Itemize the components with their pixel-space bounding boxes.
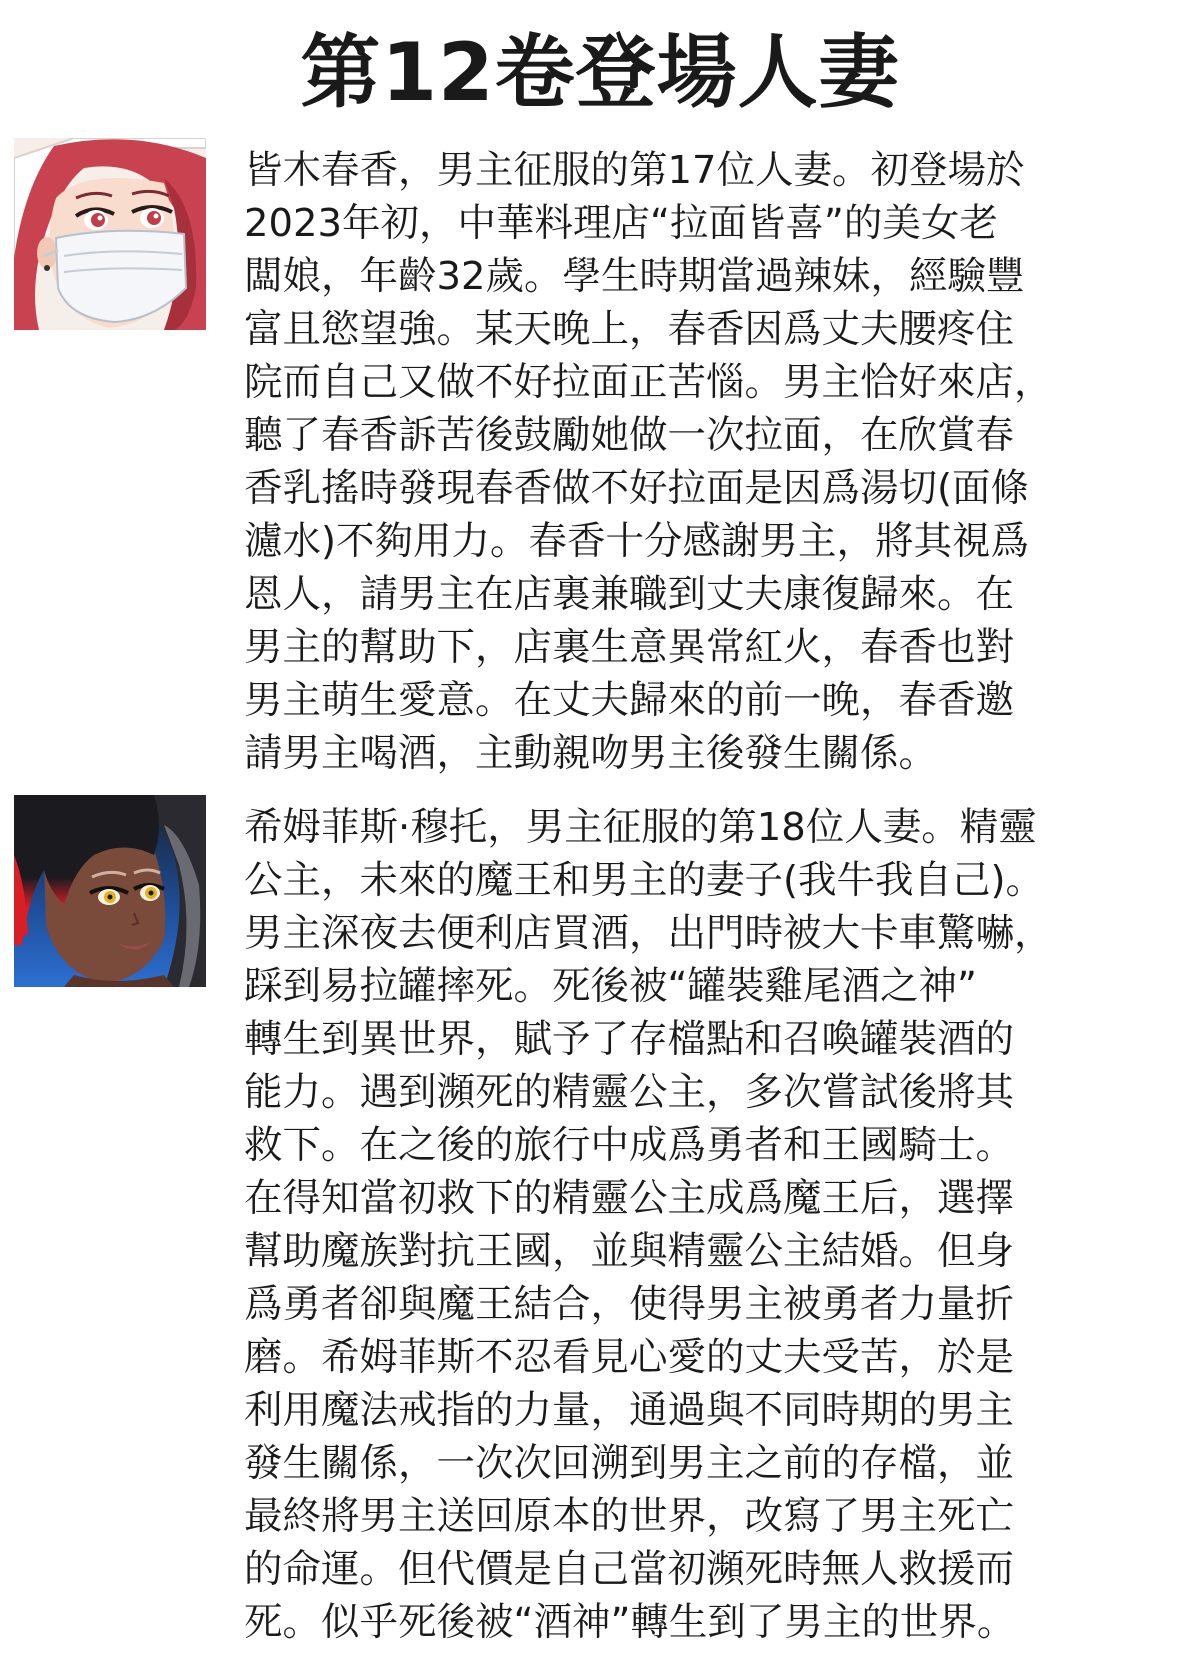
character-portrait-icon	[14, 138, 206, 330]
portrait-illustration-dark-elf	[14, 795, 206, 987]
portrait-illustration-masked-woman	[14, 138, 206, 330]
character-description: 希姆菲斯·穆托，男主征服的第18位人妻。精靈 公主，未來的魔王和男主的妻子(我牛我自己)。 男主深夜去便利店買酒，出門時被大卡車驚嚇， 踩到易拉罐摔死。死後被“罐裝雞尾酒之神” 轉生到異世界，賦予了存檔點和召喚罐裝酒的 能力。遇到瀕死的精靈公主，多次嘗試後將其 救下。在之後的旅行中成爲勇者和王國騎士。 在得知當初救下的精靈公主成爲魔王后，選擇 幫助魔族對抗王國，並與精靈公主結婚。但身 爲勇者卻與魔王結合，使得男主被勇者力量折 磨。希姆菲斯不忍看見心愛的丈夫受苦，於是 利用魔法戒指的力量，通過與不同時期的男主 發生關係，一次次回溯到男主之前的存檔，並 最終將男主送回原本的世界，改寫了男主死亡 的命運。但代價是自己當初瀕死時無人救援而 死。似乎死後被“酒神”轉生到了男主的世界。	[244, 805, 1053, 1645]
page-title: 第12卷登場人妻	[300, 26, 900, 119]
character-portrait-icon	[14, 795, 206, 987]
character-description: 皆木春香，男主征服的第17位人妻。初登場於 2023年初，中華料理店“拉面皆喜”的美女老 闆娘，年齡32歲。學生時期當過辣妹，經驗豐 富且慾望強。某天晚上，春香因爲丈夫腰疼住 院而自己又做不好拉面正苦惱。男主恰好來店， 聽了春香訴苦後鼓勵她做一次拉面，在欣賞春 香乳搖時發現春香做不好拉面是因爲湯切(面條 濾水)不夠用力。春香十分感謝男主，將其視爲 恩人，請男主在店裏兼職到丈夫康復歸來。在 男主的幫助下，店裏生意異常紅火，春香也對 男主萌生愛意。在丈夫歸來的前一晚，春香邀 請男主喝酒，主動親吻男主後發生關係。	[244, 148, 1053, 776]
